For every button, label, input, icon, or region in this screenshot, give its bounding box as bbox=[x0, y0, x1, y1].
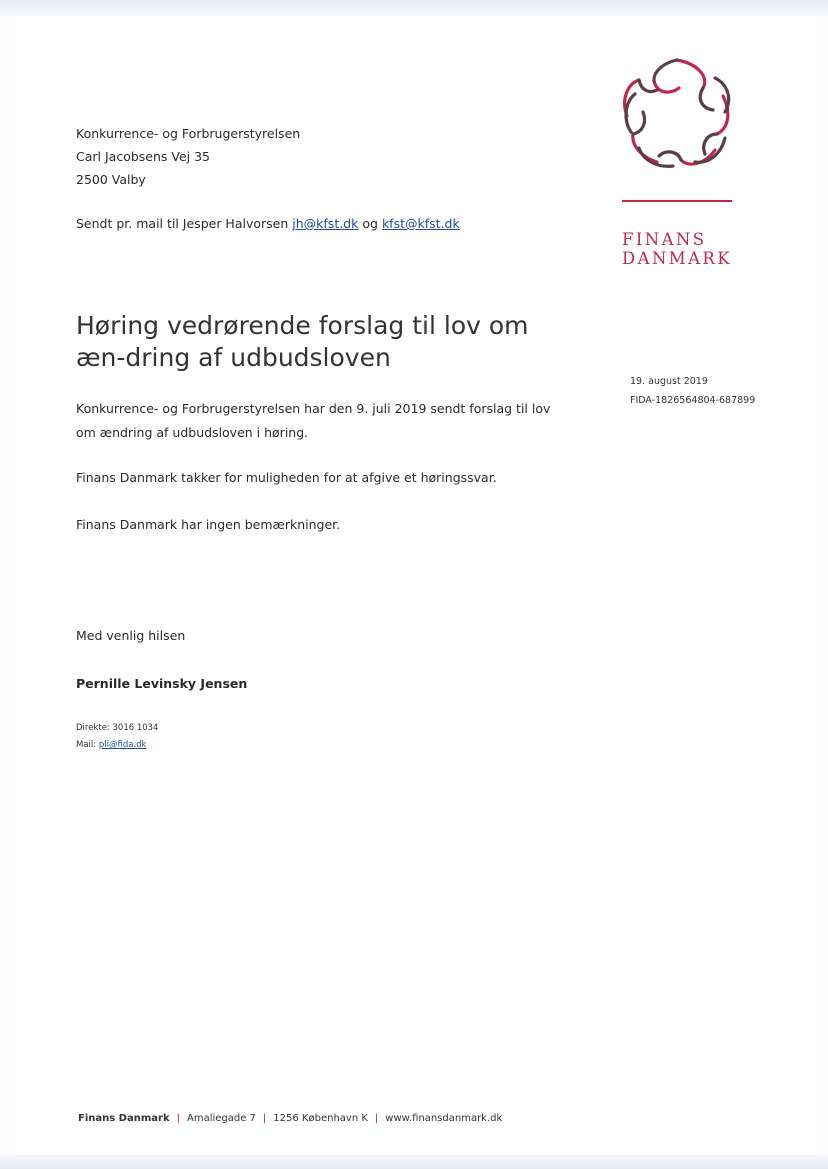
body-paragraph-1: Konkurrence- og Forbrugerstyrelsen har den 9. juli 2019 sendt forslag til lov om ændring af udbudsloven i høring. bbox=[76, 401, 551, 440]
email-link-kfst[interactable]: kfst@kfst.dk bbox=[381, 216, 460, 231]
recipient-address bbox=[76, 122, 300, 191]
footer-org: Finans Danmark bbox=[78, 1113, 170, 1124]
closing-salutation: Med venlig hilsen bbox=[76, 628, 186, 643]
footer-separator: | bbox=[262, 1113, 267, 1124]
direct-label: Direkte: bbox=[76, 723, 110, 733]
letter-title: Høring vedrørende forslag til lov om æn-dring af udbudsloven bbox=[76, 311, 529, 372]
brand-wordmark bbox=[622, 230, 732, 268]
sent-prefix: Sendt pr. mail til Jesper Halvorsen bbox=[76, 216, 289, 231]
email-link-jh[interactable]: jh@kfst.dk bbox=[292, 216, 359, 231]
sent-line bbox=[76, 216, 460, 231]
footer-city: 1256 København K bbox=[273, 1113, 368, 1124]
sent-connector: og bbox=[362, 216, 378, 231]
mail-line bbox=[76, 737, 158, 754]
footer-separator: | bbox=[374, 1113, 379, 1124]
body-paragraph-3: Finans Danmark har ingen bemærkninger. bbox=[76, 517, 341, 532]
letter-meta bbox=[630, 372, 755, 410]
brand-line-2: DANMARK bbox=[622, 249, 732, 268]
direct-phone-line bbox=[76, 720, 158, 737]
letter-reference: FIDA-1826564804-687899 bbox=[630, 395, 756, 406]
brand-line-1: FINANS bbox=[622, 230, 707, 249]
recipient-city: 2500 Valby bbox=[76, 172, 146, 187]
mail-label: Mail: bbox=[76, 740, 97, 750]
footer-separator: | bbox=[176, 1113, 180, 1124]
recipient-name: Konkurrence- og Forbrugerstyrelsen bbox=[76, 126, 301, 141]
scan-edge-bottom bbox=[0, 1155, 828, 1169]
letter-footer bbox=[78, 1113, 502, 1124]
signer-name: Pernille Levinsky Jensen bbox=[76, 676, 248, 691]
signer-contact bbox=[76, 720, 158, 754]
recipient-street: Carl Jacobsens Vej 35 bbox=[76, 149, 211, 164]
footer-address: Amaliegade 7 bbox=[186, 1113, 256, 1124]
signer-email-link[interactable]: pli@fida.dk bbox=[98, 740, 147, 750]
scan-edge-top bbox=[0, 0, 828, 16]
letter-date: 19. august 2019 bbox=[630, 376, 708, 387]
footer-website[interactable]: www.finansdanmark.dk bbox=[385, 1113, 503, 1124]
direct-phone: 3016 1034 bbox=[112, 723, 159, 733]
body-paragraph-2: Finans Danmark takker for muligheden for at afgive et høringssvar. bbox=[76, 470, 497, 485]
finans-danmark-logo bbox=[617, 54, 737, 174]
brand-divider bbox=[622, 200, 732, 202]
